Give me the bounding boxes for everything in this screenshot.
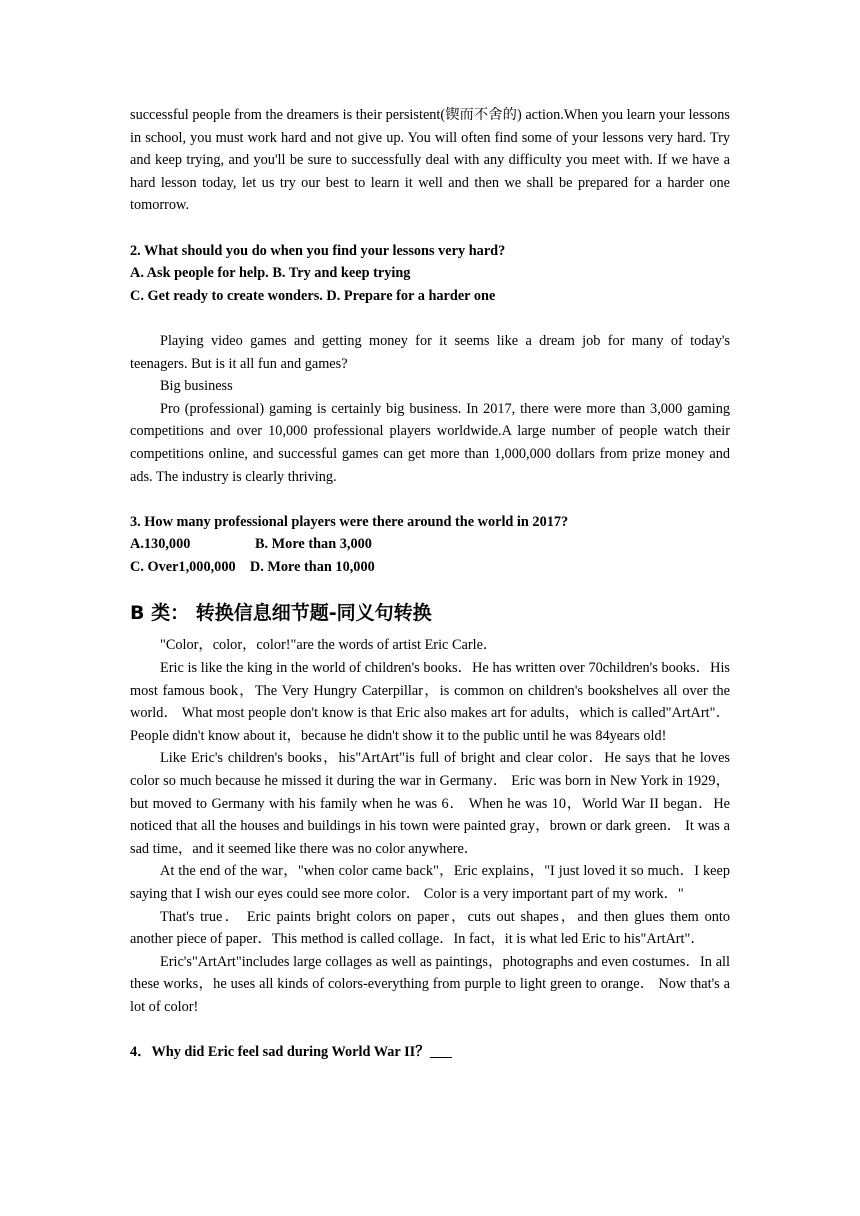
section-b-paragraph-4: At the end of the war，"when color came back"，Eric explains，"I just loved it so much．I keep saying that I wish our eyes could see more color． Color is a very important part of my work．"	[130, 863, 730, 902]
question-2-options-ab: A. Ask people for help. B. Try and keep trying	[130, 265, 411, 282]
spacer	[130, 217, 730, 240]
section-b-paragraph-5: That's true． Eric paints bright colors on paper，cuts out shapes，and then glues them onto another piece of paper．This method is called collage．In fact，it is what led Eric to his"ArtArt"．	[130, 908, 730, 948]
question-3-options-cd	[130, 556, 730, 579]
question-4-line	[130, 1041, 730, 1064]
option-c: C. Over1,000,000	[130, 558, 236, 575]
spacer	[130, 488, 730, 511]
passage2-intro: Playing video games and getting money for it seems like a dream job for many of today's teenagers. But is it all fun and games?	[130, 332, 730, 372]
option-a: A.130,000	[130, 536, 191, 553]
question-2: 2. What should you do when you find your lessons very hard?	[130, 242, 506, 259]
spacer	[130, 307, 730, 330]
question-2-options-cd: C. Get ready to create wonders. D. Prepare for a harder one	[130, 287, 496, 304]
question-3-options-ab	[130, 533, 730, 556]
passage1-paragraph: successful people from the dreamers is their persistent(锲而不舍的) action.When you learn your lessons in school, you must work hard and not give up. You will often find some of your lessons very hard. Try and keep trying, and you'll be sure to successfully deal with any difficulty you meet with. If we have a hard lesson today, let us try our best to learn it well and then we shall be prepared for a harder one tomorrow.	[130, 107, 730, 214]
passage2-body: Pro (professional) gaming is certainly big business. In 2017, there were more than 3,000 gaming competitions and over 10,000 professional players worldwide.A large number of people watch their competitions online, and successful games can get more than 1,000,000 dollars from prize money and ads. The industry is clearly thriving.	[130, 400, 730, 485]
passage2-subtitle: Big business	[160, 378, 233, 395]
option-b: B. More than 3,000	[255, 536, 372, 553]
section-b-paragraph-2: Eric is like the king in the world of children's books．He has written over 70children's books．His most famous book，The Very Hungry Caterpillar，is common on children's bookshelves all over the world． What most people don't know is that Eric also makes art for adults，which is called"ArtArt"．People didn't know about it，because he didn't show it to the public until he was 84years old!	[130, 660, 730, 744]
document-page	[130, 104, 730, 1064]
question-3: 3. How many professional players were there around the world in 2017?	[130, 513, 569, 530]
option-d: D. More than 10,000	[249, 558, 375, 575]
section-b-paragraph-6: Eric's"ArtArt"includes large collages as well as paintings，photographs and even costumes．In all these works，he uses all kinds of colors-everything from purple to light green to orange． Now that's a lot of color!	[130, 953, 730, 1015]
section-b-paragraph-3: Like Eric's children's books，his"ArtArt"is full of bright and clear color．He says that he loves color so much because he missed it during the war in Germany． Eric was born in New York in 1929，but moved to Germany with his family when he was 6． When he was 10，World War II began．He noticed that all the houses and buildings in his town were painted gray，brown or dark green． It was a sad time，and it seemed like there was no color anywhere．	[130, 750, 730, 857]
section-b-heading: B 类： 转换信息细节题-同义句转换	[130, 602, 432, 625]
section-b-paragraph-1: "Color，color，color!"are the words of artist Eric Carle．	[160, 637, 498, 654]
question-4: 4．Why did Eric feel sad during World War II？	[130, 1044, 430, 1061]
spacer	[130, 1019, 730, 1042]
answer-blank	[430, 1043, 452, 1058]
